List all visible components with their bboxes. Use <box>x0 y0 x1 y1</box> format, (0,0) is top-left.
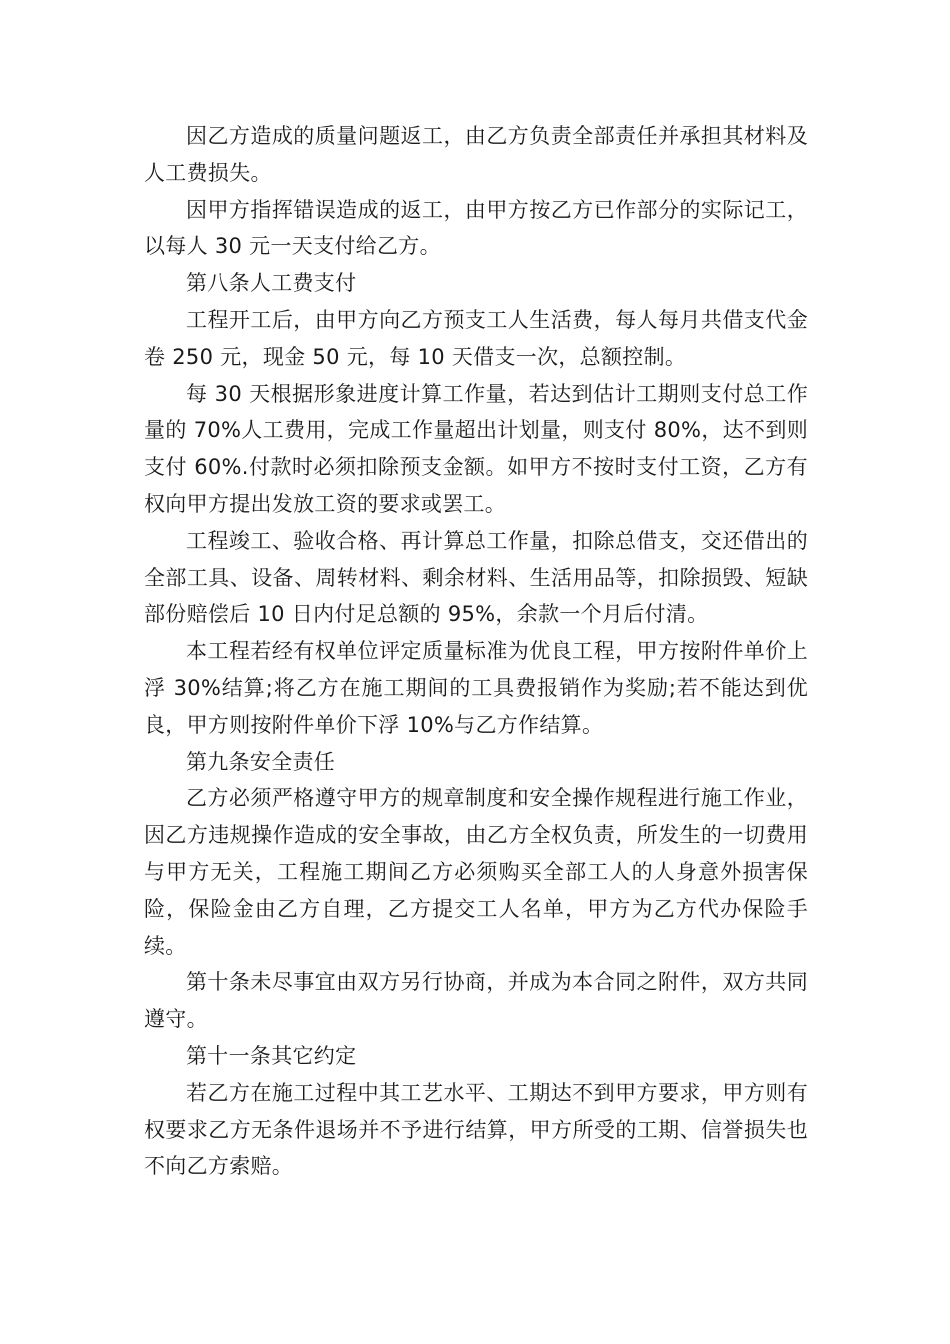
paragraph-article-10: 第十条未尽事宜由双方另行协商，并成为本合同之附件，双方共同遵守。 <box>144 970 808 1032</box>
paragraph-workload-payment: 每 30 天根据形象进度计算工作量，若达到估计工期则支付总工作量的 70%人工费用，完成工作量超出计划量，则支付 80%，达不到则支付 60%.付款时必须扣除预支金额。如甲方不按时支付工资，乙方有权向甲方提出发放工资的要求或罢工。 <box>144 381 808 516</box>
paragraph-completion-settlement: 工程竣工、验收合格、再计算总工作量，扣除总借支，交还借出的全部工具、设备、周转材料、剩余材料、生活用品等，扣除损毁、短缺部份赔偿后 10 日内付足总额的 95%，余款一个月后付清。 <box>144 528 808 627</box>
paragraph-other-agreement: 若乙方在施工过程中其工艺水平、工期达不到甲方要求，甲方则有权要求乙方无条件退场并不予进行结算，甲方所受的工期、信誉损失也不向乙方索赔。 <box>144 1080 808 1179</box>
paragraph-advance-living-expense: 工程开工后，由甲方向乙方预支工人生活费，每人每月共借支代金卷 250 元，现金 50 元，每 10 天借支一次，总额控制。 <box>144 307 808 369</box>
paragraph-quality-rework: 因乙方造成的质量问题返工，由乙方负责全部责任并承担其材料及人工费损失。 <box>144 124 808 185</box>
paragraph-direction-error-rework: 因甲方指挥错误造成的返工，由甲方按乙方已作部分的实际记工，以每人 30 元一天支付给乙方。 <box>144 197 808 259</box>
document-page <box>144 118 808 1185</box>
heading-article-11: 第十一条其它约定 <box>186 1043 357 1068</box>
heading-article-8: 第八条人工费支付 <box>186 271 357 296</box>
heading-article-9: 第九条安全责任 <box>186 749 336 774</box>
paragraph-quality-bonus: 本工程若经有权单位评定质量标准为优良工程，甲方按附件单价上浮 30%结算;将乙方在施工期间的工具费报销作为奖励;若不能达到优良，甲方则按附件单价下浮 10%与乙方作结算。 <box>144 639 808 737</box>
paragraph-safety-responsibility: 乙方必须严格遵守甲方的规章制度和安全操作规程进行施工作业，因乙方违规操作造成的安全事故，由乙方全权负责，所发生的一切费用与甲方无关，工程施工期间乙方必须购买全部工人的人身意外损害保险，保险金由乙方自理，乙方提交工人名单，甲方为乙方代办保险手续。 <box>144 786 808 958</box>
